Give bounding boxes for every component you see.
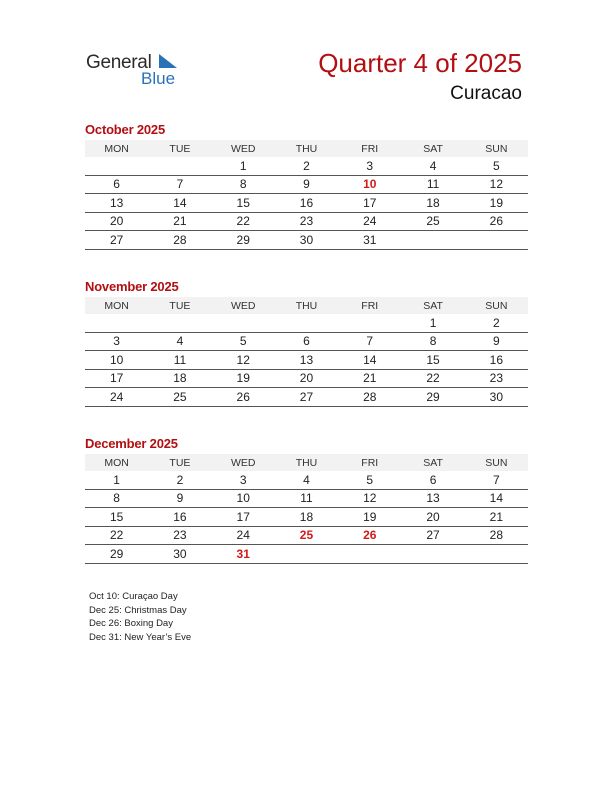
month-grid <box>85 297 528 407</box>
day-cell: 18 <box>401 194 464 213</box>
day-cell: 23 <box>148 526 211 545</box>
day-cell: 18 <box>148 369 211 388</box>
empty-day-cell <box>85 157 148 175</box>
weekday-label: MON <box>85 297 148 314</box>
day-cell: 3 <box>85 332 148 351</box>
empty-day-cell <box>401 231 464 250</box>
day-cell: 27 <box>85 231 148 250</box>
weekday-header-row <box>85 140 528 157</box>
logo-word-general: General <box>86 52 152 73</box>
day-cell: 20 <box>401 508 464 527</box>
generalblue-logo <box>86 52 196 92</box>
day-cell: 5 <box>212 332 275 351</box>
day-cell: 30 <box>148 545 211 564</box>
day-cell: 22 <box>85 526 148 545</box>
day-cell: 5 <box>465 157 528 175</box>
day-cell: 12 <box>338 489 401 508</box>
day-cell: 29 <box>401 388 464 407</box>
day-cell: 4 <box>401 157 464 175</box>
day-cell: 19 <box>212 369 275 388</box>
day-cell: 1 <box>212 157 275 175</box>
empty-day-cell <box>148 314 211 332</box>
day-cell: 29 <box>212 231 275 250</box>
weekday-header-row <box>85 454 528 471</box>
weekday-label: THU <box>275 140 338 157</box>
month-block-october <box>85 122 528 250</box>
day-cell: 19 <box>465 194 528 213</box>
day-cell: 23 <box>465 369 528 388</box>
day-cell: 12 <box>212 351 275 370</box>
day-cell: 7 <box>465 471 528 489</box>
weekday-label: SUN <box>465 297 528 314</box>
day-cell: 26 <box>338 526 401 545</box>
day-cell: 5 <box>338 471 401 489</box>
week-row <box>85 508 528 527</box>
day-cell: 15 <box>212 194 275 213</box>
day-cell: 27 <box>275 388 338 407</box>
day-cell: 7 <box>148 175 211 194</box>
weekday-label: TUE <box>148 297 211 314</box>
month-title: October 2025 <box>85 122 165 137</box>
week-row <box>85 314 528 332</box>
month-title: November 2025 <box>85 279 179 294</box>
week-row <box>85 351 528 370</box>
month-block-november <box>85 279 528 407</box>
day-cell: 29 <box>85 545 148 564</box>
day-cell: 25 <box>275 526 338 545</box>
month-title: December 2025 <box>85 436 178 451</box>
day-cell: 28 <box>465 526 528 545</box>
holiday-note: Dec 31: New Year’s Eve <box>89 631 192 643</box>
day-cell: 30 <box>465 388 528 407</box>
day-cell: 28 <box>148 231 211 250</box>
weekday-label: SAT <box>401 297 464 314</box>
day-cell: 4 <box>275 471 338 489</box>
day-cell: 9 <box>465 332 528 351</box>
empty-day-cell <box>338 314 401 332</box>
week-row <box>85 471 528 489</box>
day-cell: 10 <box>85 351 148 370</box>
day-cell: 17 <box>338 194 401 213</box>
day-cell: 11 <box>401 175 464 194</box>
day-cell: 10 <box>212 489 275 508</box>
day-cell: 15 <box>85 508 148 527</box>
weekday-label: SAT <box>401 454 464 471</box>
day-cell: 16 <box>465 351 528 370</box>
day-cell: 21 <box>338 369 401 388</box>
empty-day-cell <box>338 545 401 564</box>
holiday-note: Dec 25: Christmas Day <box>89 604 187 616</box>
week-row <box>85 545 528 564</box>
day-cell: 15 <box>401 351 464 370</box>
weekday-label: SUN <box>465 454 528 471</box>
logo-flag-icon <box>159 54 179 70</box>
week-row <box>85 489 528 508</box>
day-cell: 9 <box>275 175 338 194</box>
day-cell: 3 <box>338 157 401 175</box>
day-cell: 6 <box>275 332 338 351</box>
week-row <box>85 157 528 175</box>
empty-day-cell <box>465 545 528 564</box>
weekday-label: THU <box>275 454 338 471</box>
day-cell: 25 <box>401 212 464 231</box>
weekday-label: TUE <box>148 454 211 471</box>
logo-word-blue: Blue <box>141 69 176 88</box>
week-row <box>85 369 528 388</box>
day-cell: 1 <box>85 471 148 489</box>
day-cell: 31 <box>338 231 401 250</box>
day-cell: 8 <box>212 175 275 194</box>
week-row <box>85 526 528 545</box>
day-cell: 31 <box>212 545 275 564</box>
month-block-december <box>85 436 528 564</box>
day-cell: 6 <box>85 175 148 194</box>
holiday-note: Dec 26: Boxing Day <box>89 618 173 629</box>
day-cell: 23 <box>275 212 338 231</box>
week-row <box>85 231 528 250</box>
weekday-label: FRI <box>338 454 401 471</box>
week-row <box>85 388 528 407</box>
day-cell: 21 <box>465 508 528 527</box>
weekday-label: WED <box>212 297 275 314</box>
day-cell: 25 <box>148 388 211 407</box>
month-grid <box>85 140 528 250</box>
day-cell: 24 <box>338 212 401 231</box>
day-cell: 8 <box>401 332 464 351</box>
empty-day-cell <box>85 314 148 332</box>
day-cell: 16 <box>275 194 338 213</box>
day-cell: 24 <box>212 526 275 545</box>
day-cell: 27 <box>401 526 464 545</box>
day-cell: 2 <box>148 471 211 489</box>
weekday-label: SUN <box>465 140 528 157</box>
day-cell: 18 <box>275 508 338 527</box>
day-cell: 11 <box>148 351 211 370</box>
weekday-label: MON <box>85 140 148 157</box>
weekday-label: WED <box>212 454 275 471</box>
day-cell: 2 <box>275 157 338 175</box>
day-cell: 26 <box>465 212 528 231</box>
holiday-note: Oct 10: Curaçao Day <box>89 591 178 602</box>
day-cell: 19 <box>338 508 401 527</box>
week-row <box>85 175 528 194</box>
day-cell: 30 <box>275 231 338 250</box>
weekday-label: WED <box>212 140 275 157</box>
week-row <box>85 332 528 351</box>
weekday-label: THU <box>275 297 338 314</box>
empty-day-cell <box>275 545 338 564</box>
day-cell: 22 <box>401 369 464 388</box>
day-cell: 20 <box>85 212 148 231</box>
day-cell: 22 <box>212 212 275 231</box>
empty-day-cell <box>465 231 528 250</box>
day-cell: 2 <box>465 314 528 332</box>
day-cell: 28 <box>338 388 401 407</box>
day-cell: 13 <box>85 194 148 213</box>
day-cell: 13 <box>275 351 338 370</box>
day-cell: 7 <box>338 332 401 351</box>
day-cell: 17 <box>85 369 148 388</box>
empty-day-cell <box>275 314 338 332</box>
day-cell: 24 <box>85 388 148 407</box>
day-cell: 3 <box>212 471 275 489</box>
week-row <box>85 212 528 231</box>
weekday-label: FRI <box>338 297 401 314</box>
empty-day-cell <box>401 545 464 564</box>
day-cell: 9 <box>148 489 211 508</box>
day-cell: 14 <box>465 489 528 508</box>
day-cell: 8 <box>85 489 148 508</box>
empty-day-cell <box>148 157 211 175</box>
holiday-notes <box>89 590 191 644</box>
day-cell: 20 <box>275 369 338 388</box>
day-cell: 13 <box>401 489 464 508</box>
day-cell: 1 <box>401 314 464 332</box>
month-grid <box>85 454 528 564</box>
empty-day-cell <box>212 314 275 332</box>
day-cell: 6 <box>401 471 464 489</box>
weekday-label: FRI <box>338 140 401 157</box>
day-cell: 14 <box>148 194 211 213</box>
day-cell: 26 <box>212 388 275 407</box>
weekday-header-row <box>85 297 528 314</box>
day-cell: 12 <box>465 175 528 194</box>
week-row <box>85 194 528 213</box>
day-cell: 10 <box>338 175 401 194</box>
day-cell: 21 <box>148 212 211 231</box>
day-cell: 4 <box>148 332 211 351</box>
country-name: Curacao <box>450 83 522 104</box>
day-cell: 11 <box>275 489 338 508</box>
day-cell: 16 <box>148 508 211 527</box>
weekday-label: MON <box>85 454 148 471</box>
weekday-label: SAT <box>401 140 464 157</box>
page-title: Quarter 4 of 2025 <box>318 48 522 78</box>
day-cell: 17 <box>212 508 275 527</box>
day-cell: 14 <box>338 351 401 370</box>
weekday-label: TUE <box>148 140 211 157</box>
